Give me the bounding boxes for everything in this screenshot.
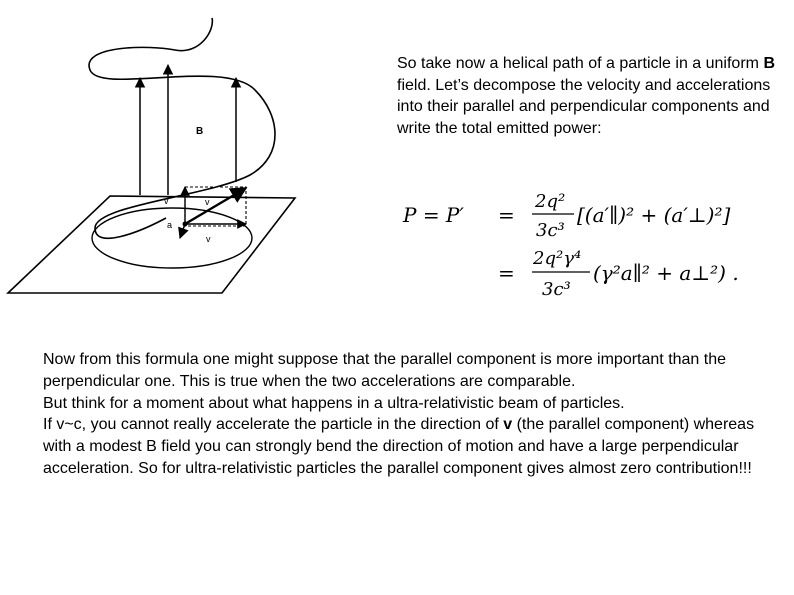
explanation-line-3: If v~c, you cannot really accelerate the particle in the direction of v (the parallel component) whereas with a modest B field you can strongly bend the direction of motion and have a large perpendicular acceleration. So for ultra-relativistic particles the parallel component gives almost zero contribution!!!	[43, 416, 755, 477]
particle-dot	[183, 222, 188, 227]
label-v-parallel: v	[164, 196, 169, 206]
label-v: v	[205, 197, 210, 207]
explanation-line-1: Now from this formula one might suppose that the parallel component is more important than the perpendicular one. This is true when the two accelerations are comparable.	[43, 351, 727, 390]
velocity-vector	[185, 188, 246, 224]
helix-figure	[0, 10, 300, 300]
intro-bold-b: B	[763, 55, 775, 72]
fraction-1-numerator: 2q²	[535, 191, 566, 212]
fraction-1-denominator: 3c³	[536, 220, 565, 241]
equation-equals-1: =	[498, 203, 515, 227]
intro-paragraph: So take now a helical path of a particle in a uniform B field. Let’s decompose the velocity and accelerations into their parallel and perpendicular components and write the total emitted power:	[397, 55, 775, 137]
explanation-line-2: But think for a moment about what happens in a ultra-relativistic beam of particles.	[43, 394, 625, 412]
fraction-2-numerator: 2q²γ⁴	[533, 248, 582, 269]
label-b: B	[196, 126, 204, 137]
label-a: a	[167, 220, 173, 230]
fraction-2-denominator: 3c³	[542, 279, 571, 300]
label-v-perp: v	[206, 234, 211, 244]
equation-rhs-2: (γ²a∥² + a⊥²) .	[593, 261, 739, 285]
power-equation	[400, 180, 780, 305]
explanation-text	[43, 349, 783, 480]
equation-equals-2: =	[498, 261, 515, 285]
bold-v: v	[503, 416, 513, 434]
equation-rhs-1: [(a′∥)² + (a′⊥)²]	[577, 203, 731, 227]
plane-shape	[8, 196, 295, 293]
equation-lhs: P = P′	[403, 203, 464, 227]
helix-path	[89, 18, 275, 238]
